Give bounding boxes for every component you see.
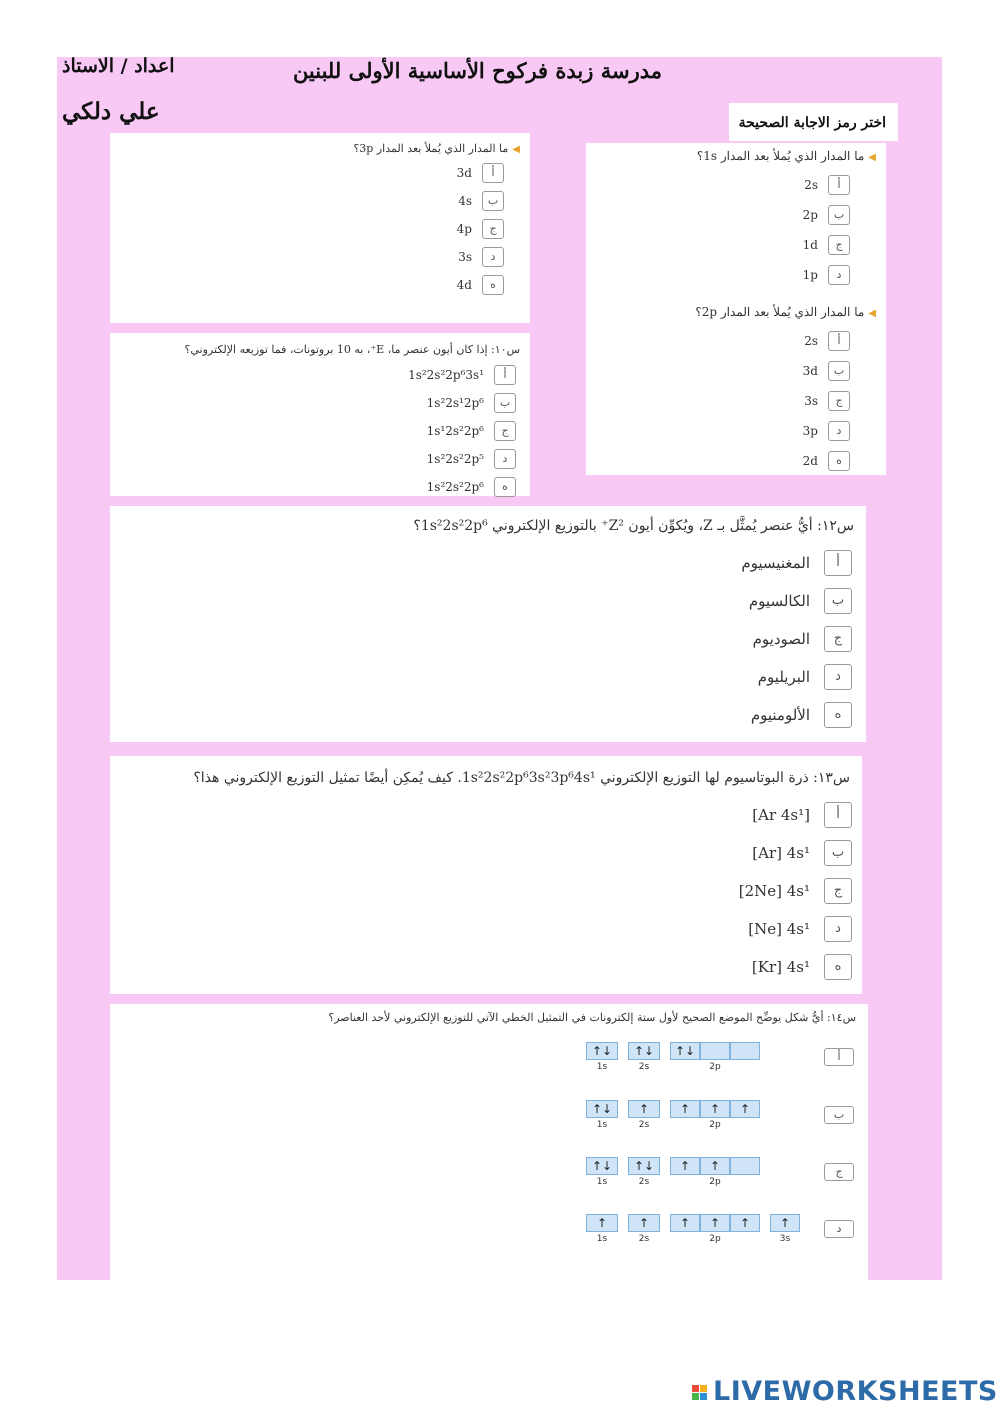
option-3[interactable] (804, 391, 850, 411)
play-icon: ◀ (512, 144, 520, 155)
panel-q10 (110, 333, 530, 496)
option-1[interactable] (408, 365, 516, 385)
option-text: الصوديوم (752, 630, 810, 648)
orbital-box-s2: ↑↓ (628, 1042, 660, 1060)
option-text: 1s²2s²2p⁵ (426, 452, 484, 466)
orbital-label-1s: 1s (596, 1120, 608, 1130)
instruction-text: اختر رمز الاجابة الصحيحة (738, 115, 886, 131)
orbital-box-p2 (730, 1157, 760, 1175)
orbital-label-2p: 2p (709, 1177, 721, 1187)
option-text: 1d (802, 238, 818, 252)
option-letter-box[interactable]: ج (482, 219, 504, 239)
option-letter-box[interactable]: أ (824, 802, 852, 828)
option-text: الألومنيوم (750, 706, 810, 724)
option-letter-box[interactable]: ب (824, 840, 852, 866)
option-letter-box[interactable]: ج (824, 1163, 854, 1181)
option-text: 4s (458, 194, 472, 208)
option-text: [Ar 4s¹] (752, 806, 810, 824)
option-text: 2d (802, 454, 818, 468)
option-text: [Ne] 4s¹ (748, 920, 810, 938)
option-letter-box[interactable]: د (824, 664, 852, 690)
option-3[interactable] (753, 626, 852, 652)
option-letter-box[interactable]: ب (482, 191, 504, 211)
option-letter-box[interactable]: ب (824, 1106, 854, 1124)
option-letter-box[interactable]: د (828, 265, 850, 285)
panel-q12 (110, 506, 866, 742)
option-letter-box[interactable]: أ (494, 365, 516, 385)
option-text: [2Ne] 4s¹ (738, 882, 810, 900)
option-text: 2s (804, 178, 818, 192)
option-text: 1s²2s¹2p⁶ (426, 396, 484, 410)
option-letter-box[interactable]: أ (824, 550, 852, 576)
orbital-diagram (586, 1157, 816, 1191)
school-name: مدرسة زبدة فركوح الأساسية الأولى للبنين (292, 58, 662, 83)
logo-icon (692, 1385, 708, 1401)
option-text: 1s²2s²2p⁶3s¹ (408, 368, 484, 382)
option-letter-box[interactable]: ج (824, 878, 852, 904)
orbital-box-p0: ↑ (670, 1214, 700, 1232)
option-letter-box[interactable]: ه (824, 702, 852, 728)
option-text: 2s (804, 334, 818, 348)
option-letter-box[interactable]: أ (482, 163, 504, 183)
brand-text: LIVEWORKSHEETS (713, 1376, 998, 1407)
orbital-box-p2: ↑ (730, 1100, 760, 1118)
option-letter-box[interactable]: ج (828, 391, 850, 411)
option-text: 3s (804, 394, 818, 408)
panel-q-3p (110, 133, 530, 323)
option-letter-box[interactable]: ج (828, 235, 850, 255)
orbital-label-1s: 1s (596, 1234, 608, 1244)
liveworksheets-logo (692, 1376, 998, 1407)
orbital-box-s1: ↑↓ (586, 1042, 618, 1060)
option-text: 3d (802, 364, 818, 378)
option-text: 4p (456, 222, 472, 236)
option-4[interactable] (748, 916, 852, 942)
question-1s-text: ما المدار الذي يُملأ بعد المدار 1s؟ (696, 149, 865, 163)
orbital-box-p1: ↑ (700, 1100, 730, 1118)
orbital-diagram (586, 1100, 816, 1134)
orbital-box-s2: ↑↓ (628, 1157, 660, 1175)
option-5[interactable] (803, 451, 850, 471)
option-letter-box[interactable]: أ (828, 331, 850, 351)
orbital-label-2p: 2p (709, 1234, 721, 1244)
option-2[interactable] (427, 393, 516, 413)
option-text: 1s¹2s²2p⁶ (426, 424, 484, 438)
orbital-box-p2 (730, 1042, 760, 1060)
option-3[interactable] (739, 878, 852, 904)
option-letter-box[interactable]: د (824, 916, 852, 942)
option-2[interactable] (752, 840, 852, 866)
option-text: 4d (456, 278, 472, 292)
option-1[interactable] (804, 331, 850, 351)
option-1[interactable] (457, 163, 504, 183)
option-text: الكالسيوم (748, 592, 810, 610)
option-text: المغنيسيوم (741, 554, 810, 572)
orbital-diagram (586, 1042, 816, 1076)
prepared-by-label: اعداد / الاستاذ (62, 55, 175, 77)
orbital-label-2s: 2s (638, 1062, 650, 1072)
option-2[interactable] (458, 191, 504, 211)
question-1s (697, 149, 876, 163)
option-2[interactable] (803, 361, 850, 381)
option-5[interactable] (457, 275, 504, 295)
orbital-box-s2: ↑ (628, 1214, 660, 1232)
option-letter-box[interactable]: ه (482, 275, 504, 295)
orbital-label-2s: 2s (638, 1177, 650, 1187)
option-text: [Kr] 4s¹ (751, 958, 810, 976)
orbital-box-s3: ↑ (770, 1214, 800, 1232)
option-letter-box[interactable]: ج (824, 626, 852, 652)
orbital-box-p0: ↑ (670, 1157, 700, 1175)
option-letter-box[interactable]: أ (824, 1048, 854, 1066)
play-icon: ◀ (868, 152, 876, 163)
teacher-name: علي دلكي (62, 98, 160, 125)
option-letter-box[interactable]: أ (828, 175, 850, 195)
orbital-box-s2: ↑ (628, 1100, 660, 1118)
option-2[interactable] (749, 588, 852, 614)
panel-q14 (110, 1004, 868, 1280)
option-text: 3p (802, 424, 818, 438)
orbital-label-2p: 2p (709, 1062, 721, 1072)
orbital-box-p2: ↑ (730, 1214, 760, 1232)
option-text: البريليوم (757, 668, 810, 686)
question-12-text: س١٢: أيُّ عنصر يُمثَّل بـ Z، ويُكوِّن أيون Z²⁺ بالتوزيع الإلكتروني 1s²2s²2p⁶؟ (413, 518, 854, 534)
option-letter-box[interactable]: د (828, 421, 850, 441)
instruction-box (729, 103, 898, 141)
orbital-box-s1: ↑↓ (586, 1157, 618, 1175)
question-14-text: س١٤: أيُّ شكل يوضِّح الموضع الصحيح لأول ستة إلكترونات في التمثيل الخطي الآتي للتوزيع الإلكتروني لأحد العناصر؟ (328, 1011, 856, 1024)
orbital-diagram (586, 1214, 816, 1248)
orbital-box-p1: ↑ (700, 1157, 730, 1175)
orbital-box-s1: ↑↓ (586, 1100, 618, 1118)
option-text: 3d (456, 166, 472, 180)
option-letter-box[interactable]: ب (828, 205, 850, 225)
orbital-box-p1 (700, 1042, 730, 1060)
orbital-label-3s: 3s (779, 1234, 791, 1244)
option-letter-box[interactable]: ه (824, 954, 852, 980)
option-2[interactable] (803, 205, 850, 225)
option-4[interactable] (758, 664, 852, 690)
orbital-box-p0: ↑↓ (670, 1042, 700, 1060)
orbital-label-2p: 2p (709, 1120, 721, 1130)
orbital-label-2s: 2s (638, 1120, 650, 1130)
option-text: 1p (802, 268, 818, 282)
option-text: 1s²2s²2p⁶ (426, 480, 484, 494)
option-letter-box[interactable]: ب (824, 588, 852, 614)
option-3[interactable] (427, 421, 516, 441)
option-5[interactable] (427, 477, 516, 497)
option-text: [Ar] 4s¹ (752, 844, 810, 862)
question-13-text: س١٣: ذرة البوتاسيوم لها التوزيع الإلكتروني 1s²2s²2p⁶3s²3p⁶4s¹. كيف يُمكِن أيضًا تمثيل التوزيع الإلكتروني هذا؟ (193, 770, 850, 786)
question-2p (695, 305, 876, 319)
option-letter-box[interactable]: ب (494, 393, 516, 413)
option-letter-box[interactable]: ب (828, 361, 850, 381)
option-letter-box[interactable]: ه (828, 451, 850, 471)
orbital-box-p0: ↑ (670, 1100, 700, 1118)
option-1[interactable] (741, 550, 852, 576)
option-4[interactable] (458, 247, 504, 267)
option-4[interactable] (803, 421, 850, 441)
option-1[interactable] (804, 175, 850, 195)
question-10-text: س١٠: إذا كان أيون عنصر ما، E⁺، به 10 بروتونات، فما توزيعه الإلكتروني؟ (184, 343, 520, 356)
panel-q13 (110, 756, 862, 994)
orbital-box-s1: ↑ (586, 1214, 618, 1232)
option-text: 3s (458, 250, 472, 264)
option-4[interactable] (803, 265, 850, 285)
panel-q-1s-2p (586, 143, 886, 475)
option-3[interactable] (457, 219, 504, 239)
option-5[interactable] (752, 954, 852, 980)
option-4[interactable] (427, 449, 516, 469)
option-letter-box[interactable]: د (482, 247, 504, 267)
question-3p-text: ما المدار الذي يُملأ بعد المدار 3p؟ (353, 142, 509, 155)
orbital-label-1s: 1s (596, 1177, 608, 1187)
option-3[interactable] (803, 235, 850, 255)
question-2p-text: ما المدار الذي يُملأ بعد المدار 2p؟ (695, 305, 865, 319)
option-letter-box[interactable]: د (824, 1220, 854, 1238)
orbital-box-p1: ↑ (700, 1214, 730, 1232)
orbital-label-2s: 2s (638, 1234, 650, 1244)
option-letter-box[interactable]: د (494, 449, 516, 469)
option-5[interactable] (751, 702, 852, 728)
option-letter-box[interactable]: ه (494, 477, 516, 497)
option-text: 2p (802, 208, 818, 222)
option-letter-box[interactable]: ج (494, 421, 516, 441)
option-1[interactable] (752, 802, 852, 828)
play-icon: ◀ (868, 308, 876, 319)
orbital-label-1s: 1s (596, 1062, 608, 1072)
question-3p (353, 142, 520, 155)
